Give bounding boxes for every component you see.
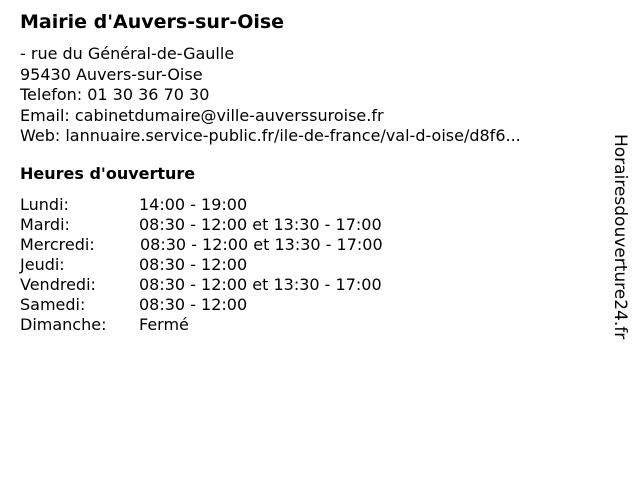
day-label: Mercredi: — [20, 235, 95, 254]
day-hours: 08:30 - 12:00 — [139, 295, 248, 314]
address-block — [20, 44, 521, 147]
day-label: Lundi: — [20, 195, 69, 214]
day-hours: 08:30 - 12:00 et 13:30 - 17:00 — [139, 275, 382, 294]
watermark-text: Horairesdouverture24.fr — [610, 134, 630, 340]
day-hours: 08:30 - 12:00 et 13:30 - 17:00 — [140, 235, 383, 254]
page-title: Mairie d'Auvers-sur-Oise — [20, 11, 285, 33]
day-label: Samedi: — [20, 295, 86, 314]
day-hours: Fermé — [139, 315, 189, 334]
day-label: Dimanche: — [20, 315, 107, 334]
phone-number: Telefon: 01 30 36 70 30 — [20, 85, 210, 104]
day-hours: 08:30 - 12:00 — [139, 255, 248, 274]
day-label: Mardi: — [20, 215, 70, 234]
watermark — [610, 134, 630, 374]
street-address: - rue du Général-de-Gaulle — [20, 44, 235, 63]
day-hours: 14:00 - 19:00 — [139, 195, 248, 214]
email-address: Email: cabinetdumaire@ville-auverssuroise.fr — [20, 105, 384, 125]
day-label: Jeudi: — [20, 255, 65, 274]
website-url: Web: lannuaire.service-public.fr/ile-de-france/val-d-oise/d8f6... — [20, 126, 521, 145]
opening-hours-heading: Heures d'ouverture — [20, 164, 196, 183]
day-label: Vendredi: — [20, 275, 96, 294]
postal-city: 95430 Auvers-sur-Oise — [20, 64, 203, 84]
day-hours: 08:30 - 12:00 et 13:30 - 17:00 — [139, 215, 382, 234]
